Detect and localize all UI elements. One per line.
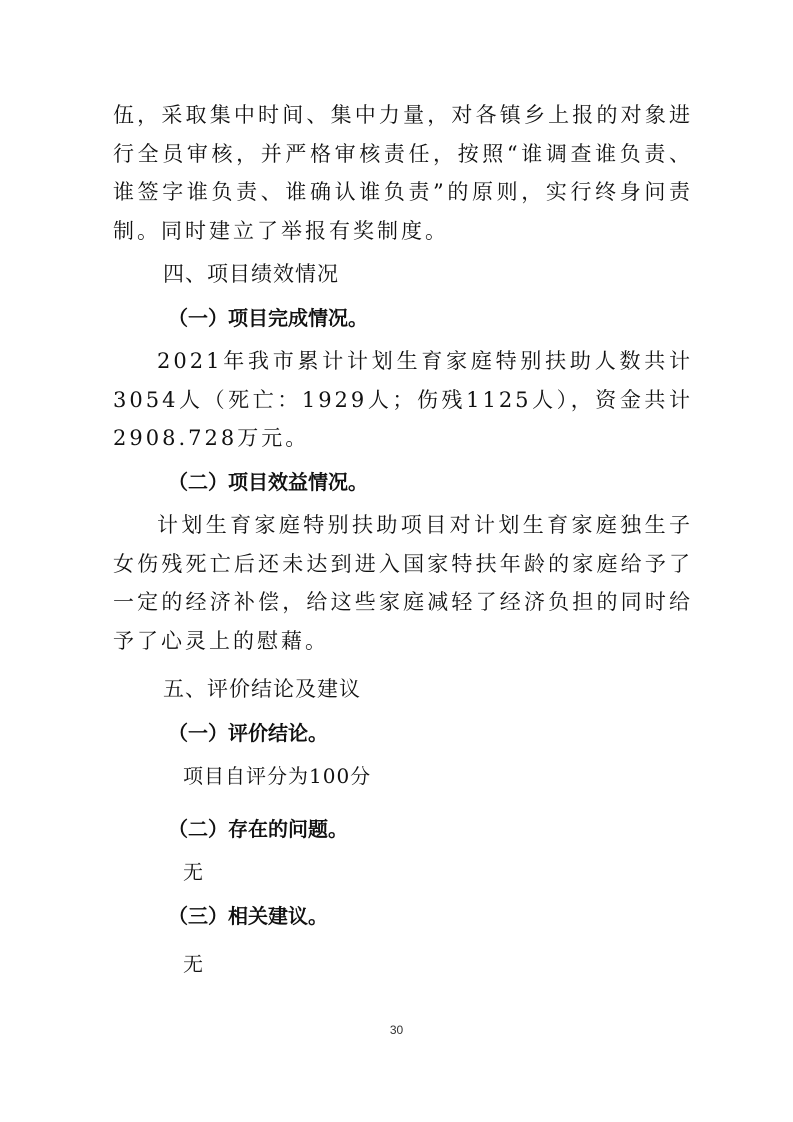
heading-project-benefit: （二）项目效益情况。: [168, 469, 368, 494]
paragraph-audit: 伍，采取集中时间、集中力量，对各镇乡上报的对象进行全员审核，并严格审核责任，按照“谁调查谁负责、谁签字谁负责、谁确认谁负责”的原则，实行终身问责制。同时建立了举报有奖制度。: [113, 103, 693, 243]
suggestions-text: 无: [183, 952, 204, 976]
heading-related-suggestions: （三）相关建议。: [168, 903, 328, 928]
paragraph-completion: 2021年我市累计计划生育家庭特别扶助人数共计3054人（死亡：1929人；伤残1125人），资金共计2908.728万元。: [113, 349, 693, 450]
self-evaluation-score: 项目自评分为100分: [183, 764, 372, 788]
heading-conclusion: （一）评价结论。: [168, 720, 328, 745]
page-content: [113, 96, 693, 984]
problems-text: 无: [183, 860, 204, 884]
paragraph-benefit: 计划生育家庭特别扶助项目对计划生育家庭独生子女伤残死亡后还未达到进入国家特扶年龄的家庭给予了一定的经济补偿，给这些家庭减轻了经济负担的同时给予了心灵上的慰藉。: [113, 513, 693, 653]
page-number: 30: [389, 1023, 404, 1037]
heading-project-completion: （一）项目完成情况。: [168, 305, 368, 330]
heading-evaluation-conclusion: 五、评价结论及建议: [163, 677, 361, 701]
heading-project-performance: 四、项目绩效情况: [163, 262, 339, 286]
heading-existing-problems: （二）存在的问题。: [168, 816, 348, 841]
